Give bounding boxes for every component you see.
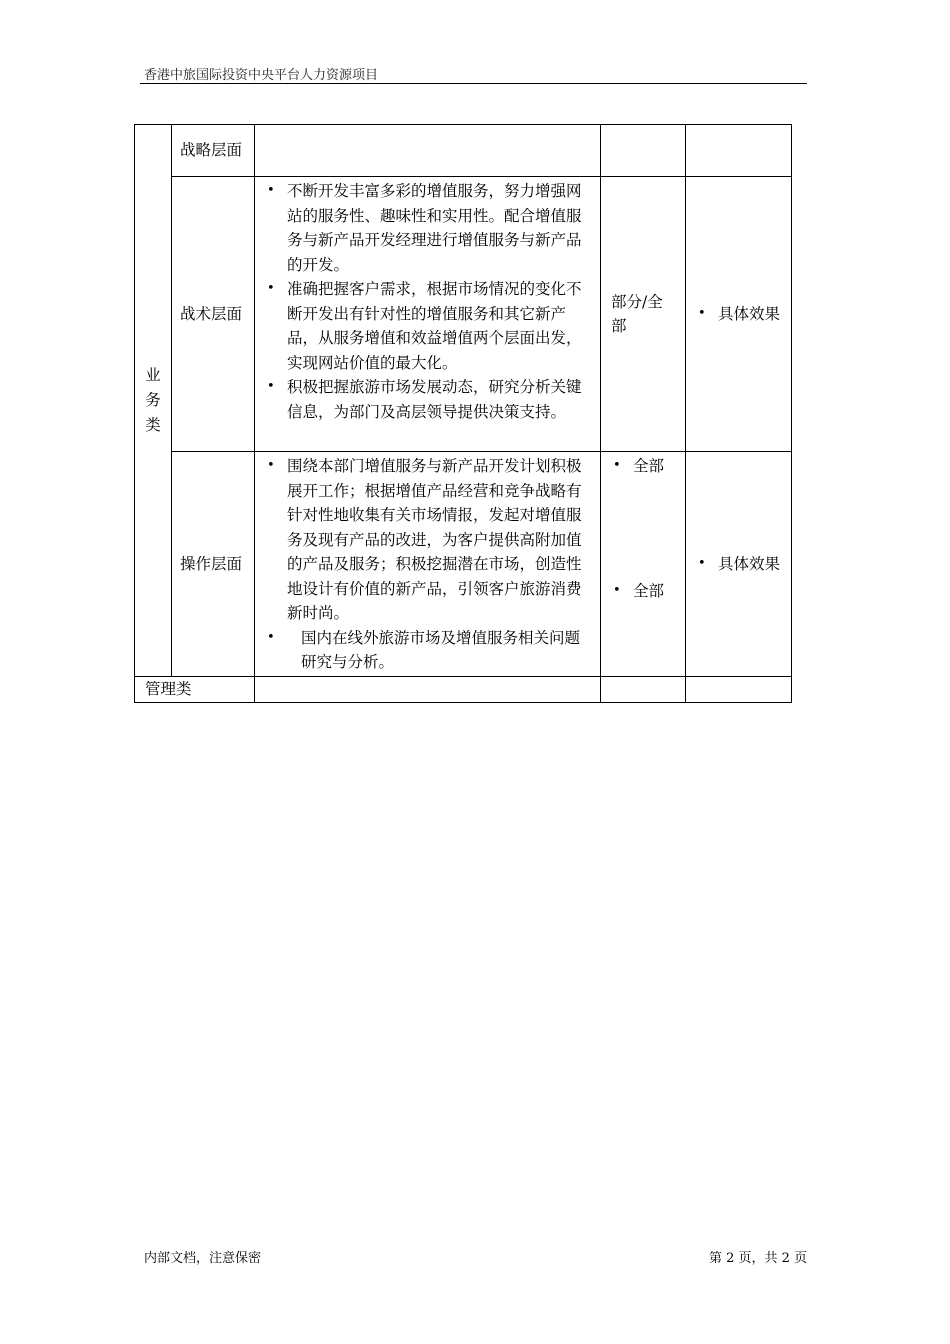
header-divider (140, 83, 807, 84)
scope-cell (601, 177, 686, 452)
duty-cell (255, 177, 601, 452)
footer-confidential-note: 内部文档，注意保密 (144, 1251, 262, 1266)
scope-item: • 全部 (607, 454, 679, 479)
business-category-char: 业 (145, 366, 161, 384)
level-cell-tactical (172, 177, 255, 452)
duty-item: • 国内在线外旅游市场及增值服务相关问题研究与分析。 (261, 626, 594, 675)
level-cell-strategic (172, 125, 255, 177)
management-category-label: 管理类 (145, 680, 192, 698)
effect-cell (686, 452, 792, 677)
scope-value: 部分/全部 (611, 292, 663, 335)
duty-item: • 围绕本部门增值服务与新产品开发计划积极展开工作；根据增值产品经营和竞争战略有针对性地收集有关市场情报，发起对增值服务及现有产品的改进，为客户提供高附加值的产品及服务；积极挖掘潜在市场，创造性地设计有价值的新产品，引领客户旅游消费新时尚。 (261, 454, 594, 626)
scope-cell (601, 452, 686, 677)
business-category-cell (135, 125, 172, 677)
scope-cell (601, 125, 686, 177)
table-row (135, 677, 792, 703)
effect-item: • 具体效果 (692, 302, 785, 327)
footer-page-number: 第 2 页，共 2 页 (709, 1251, 808, 1266)
responsibility-table (134, 124, 792, 703)
management-category-cell (135, 677, 255, 703)
duty-item: • 准确把握客户需求，根据市场情况的变化不断开发出有针对性的增值服务和其它新产品，从服务增值和效益增值两个层面出发，实现网站价值的最大化。 (261, 277, 594, 375)
level-label: 战术层面 (180, 304, 243, 323)
duty-cell (255, 677, 601, 703)
business-category-char: 务 (145, 391, 161, 409)
effect-item: • 具体效果 (692, 552, 785, 577)
level-label: 操作层面 (180, 554, 243, 573)
table-row (135, 125, 792, 177)
duty-cell (255, 452, 601, 677)
page-header-title: 香港中旅国际投资中央平台人力资源项目 (144, 68, 379, 83)
effect-cell (686, 177, 792, 452)
level-label: 战略层面 (180, 141, 243, 160)
effect-cell (686, 677, 792, 703)
scope-cell (601, 677, 686, 703)
level-cell-operational (172, 452, 255, 677)
effect-cell (686, 125, 792, 177)
duty-item: • 积极把握旅游市场发展动态，研究分析关键信息，为部门及高层领导提供决策支持。 (261, 375, 594, 424)
business-category-char: 类 (145, 416, 161, 434)
scope-item: • 全部 (607, 579, 679, 604)
table-row (135, 452, 792, 677)
duty-item: • 不断开发丰富多彩的增值服务，努力增强网站的服务性、趣味性和实用性。配合增值服务与新产品开发经理进行增值服务与新产品的开发。 (261, 179, 594, 277)
table-row (135, 177, 792, 452)
duty-cell (255, 125, 601, 177)
